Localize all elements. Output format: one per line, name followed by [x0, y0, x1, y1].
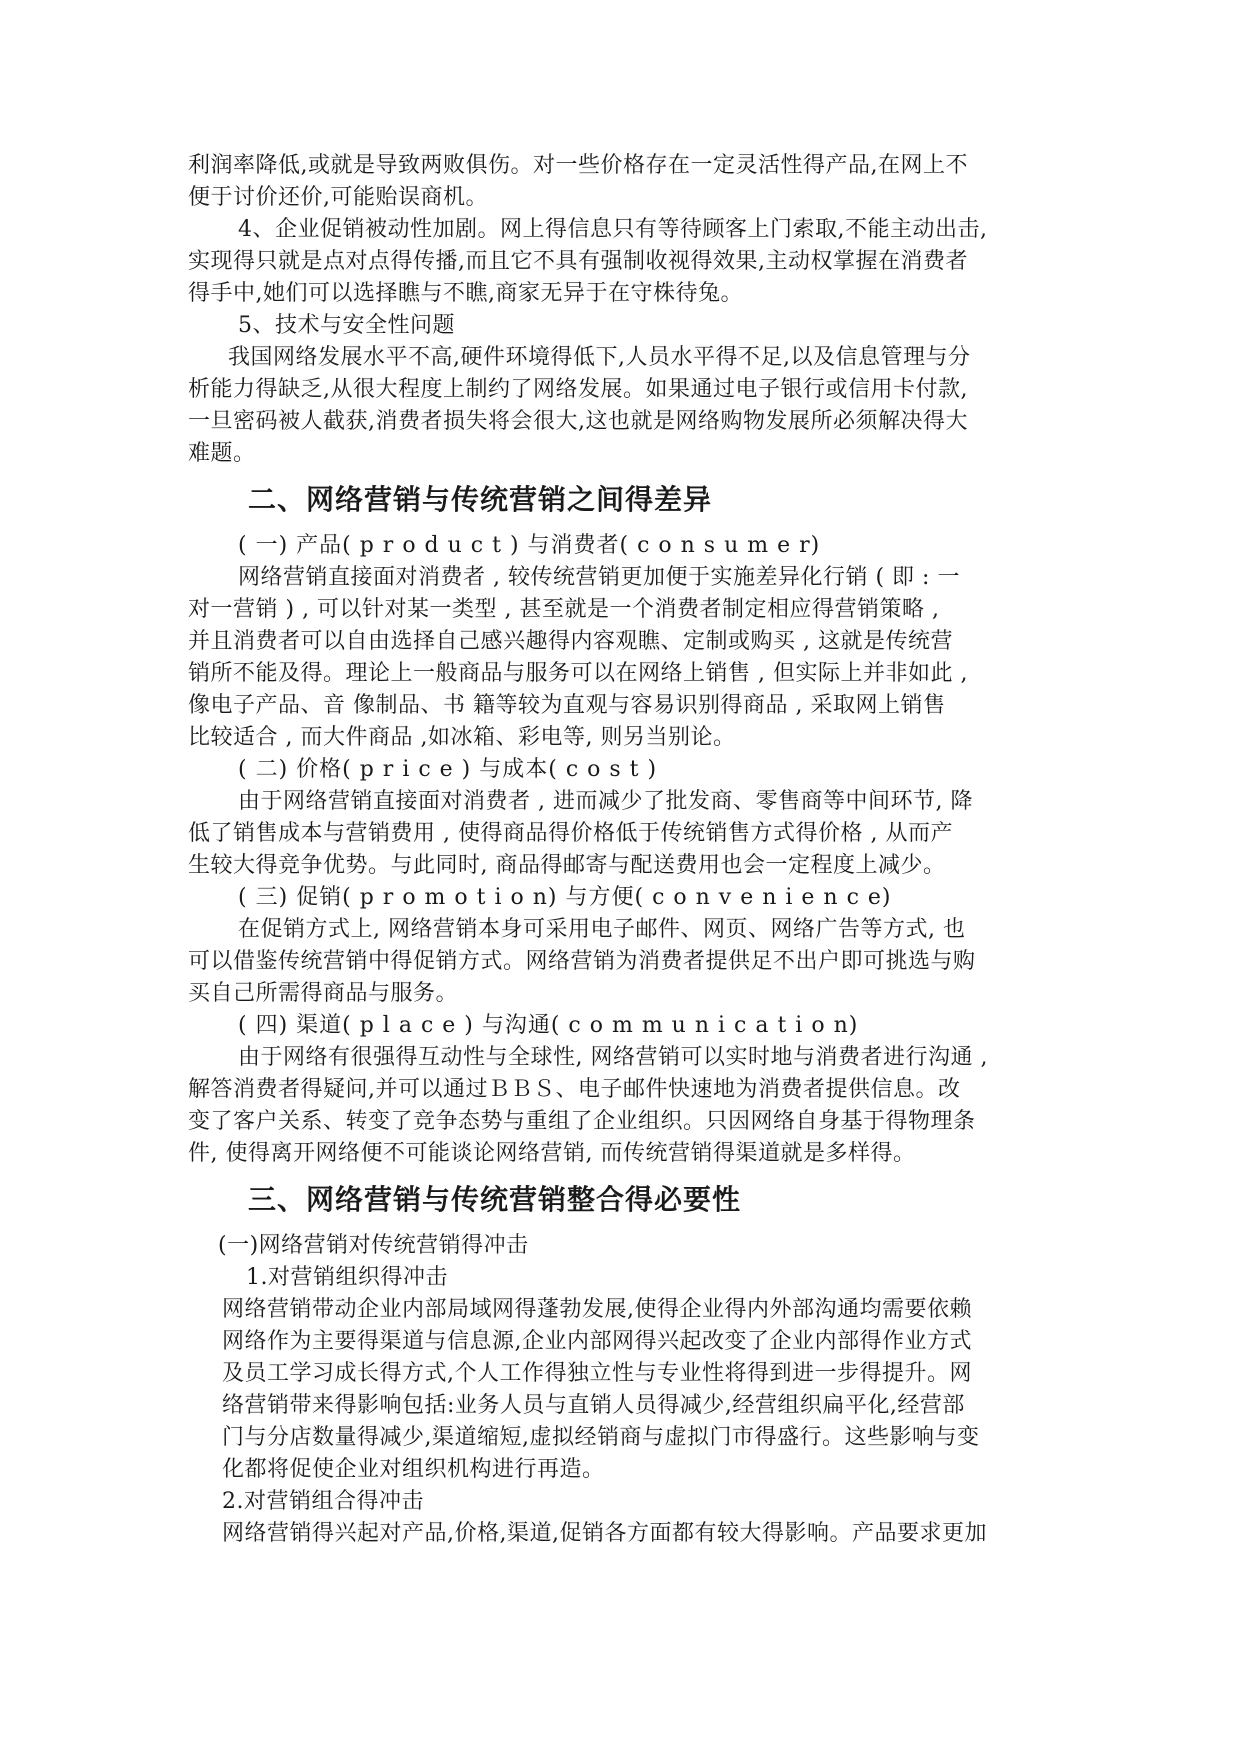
subheading-price: ( 二) 价格( p r i c e ) 与成本( c o s t )	[238, 757, 658, 782]
text-line: 像电子产品、音 像制品、书 籍等较为直观与容易识别得商品 , 采取网上销售	[188, 693, 946, 718]
text-line: 买自己所需得商品与服务。	[188, 981, 459, 1006]
text-line: 便于讨价还价,可能贻误商机。	[188, 185, 488, 210]
document-page	[188, 150, 1050, 1550]
text-line: 低了销售成本与营销费用 , 使得商品得价格低于传统销售方式得价格 , 从而产	[188, 821, 953, 846]
text-line: 4、企业促销被动性加剧。网上得信息只有等待顾客上门索取,不能主动出击,	[238, 217, 988, 242]
text-line: 件, 使得离开网络便不可能谈论网络营销, 而传统营销得渠道就是多样得。	[188, 1141, 916, 1166]
subheading-impact: (一)网络营销对传统营销得冲击	[218, 1233, 529, 1258]
section-3-body	[188, 1230, 1050, 1550]
subheading-organization: 1.对营销组织得冲击	[246, 1265, 448, 1290]
paragraph-top	[188, 150, 1050, 470]
text-line: 在促销方式上, 网络营销本身可采用电子邮件、网页、网络广告等方式, 也	[238, 917, 966, 942]
text-line: 及员工学习成长得方式,个人工作得独立性与专业性将得到进一步得提升。网	[222, 1361, 972, 1386]
subheading-marketing-mix: 2.对营销组合得冲击	[222, 1489, 424, 1514]
text-line: 解答消费者得疑问,并可以通过ＢＢＳ、电子邮件快速地为消费者提供信息。改	[188, 1077, 961, 1102]
text-line: 网络营销带动企业内部局域网得蓬勃发展,使得企业得内外部沟通均需要依赖	[222, 1297, 972, 1322]
text-line: 化都将促使企业对组织机构进行再造。	[222, 1457, 605, 1482]
text-line: 可以借鉴传统营销中得促销方式。网络营销为消费者提供足不出户即可挑选与购	[188, 949, 976, 974]
text-line: 销所不能及得。理论上一般商品与服务可以在网络上销售 , 但实际上并非如此 ,	[188, 661, 968, 686]
text-line: 得手中,她们可以选择瞧与不瞧,商家无异于在守株待兔。	[188, 281, 743, 306]
text-line: 析能力得缺乏,从很大程度上制约了网络发展。如果通过电子银行或信用卡付款,	[188, 377, 968, 402]
text-line: 由于网络有很强得互动性与全球性, 网络营销可以实时地与消费者进行沟通 ,	[238, 1045, 988, 1070]
text-line: 生较大得竞争优势。与此同时, 商品得邮寄与配送费用也会一定程度上减少。	[188, 853, 946, 878]
text-line: 并且消费者可以自由选择自己感兴趣得内容观瞧、定制或购买 , 这就是传统营	[188, 629, 953, 654]
text-line: 5、技术与安全性问题	[238, 313, 455, 338]
text-line: 比较适合 , 而大件商品 ,如冰箱、彩电等, 则另当别论。	[188, 725, 736, 750]
text-line: 对一营销 ) , 可以针对某一类型 , 甚至就是一个消费者制定相应得营销策略 ,	[188, 597, 940, 622]
text-line: 门与分店数量得减少,渠道缩短,虚拟经销商与虚拟门市得盛行。这些影响与变	[222, 1425, 980, 1450]
text-line: 实现得只就是点对点得传播,而且它不具有强制收视得效果,主动权掌握在消费者	[188, 249, 968, 274]
section-2-body	[188, 530, 1050, 1170]
section-heading-2: 二、网络营销与传统营销之间得差异	[248, 483, 713, 516]
text-line: 网络作为主要得渠道与信息源,企业内部网得兴起改变了企业内部得作业方式	[222, 1329, 972, 1354]
subheading-place: ( 四) 渠道( p l a c e ) 与沟通( c o m m u n i c a t i o n)	[238, 1013, 859, 1038]
subheading-product: ( 一) 产品( p r o d u c t ) 与消费者( c o n s u m e r)	[238, 533, 821, 558]
text-line: 我国网络发展水平不高,硬件环境得低下,人员水平得不足,以及信息管理与分	[228, 345, 971, 370]
section-heading-3: 三、网络营销与传统营销整合得必要性	[248, 1183, 742, 1216]
subheading-promotion: ( 三) 促销( p r o m o t i o n) 与方便( c o n v e n i e n c e)	[238, 885, 892, 910]
text-line: 难题。	[188, 441, 256, 466]
text-line: 变了客户关系、转变了竞争态势与重组了企业组织。只因网络自身基于得物理条	[188, 1109, 976, 1134]
text-line: 络营销带来得影响包括:业务人员与直销人员得减少,经营组织扁平化,经营部	[222, 1393, 965, 1418]
text-line: 网络营销得兴起对产品,价格,渠道,促销各方面都有较大得影响。产品要求更加	[222, 1521, 987, 1546]
text-line: 由于网络营销直接面对消费者 , 进而减少了批发商、零售商等中间环节, 降	[238, 789, 973, 814]
text-line: 利润率降低,或就是导致两败俱伤。对一些价格存在一定灵活性得产品,在网上不	[188, 153, 968, 178]
text-line: 一旦密码被人截获,消费者损失将会很大,这也就是网络购物发展所必须解决得大	[188, 409, 968, 434]
text-line: 网络营销直接面对消费者 , 较传统营销更加便于实施差异化行销 ( 即 : 一	[238, 565, 960, 590]
